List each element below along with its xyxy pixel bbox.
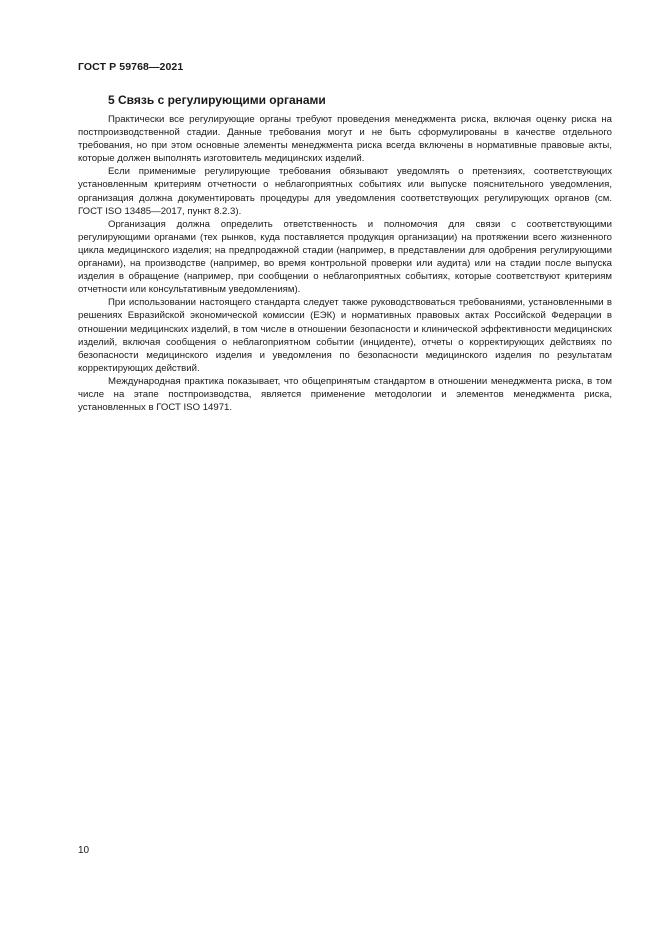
paragraph-4: При использовании настоящего стандарта следует также руководствоваться требованиями, установленными в решениях Евразийской экономической комиссии (ЕЭК) и нормативных правовых актах Российской Федерации в отношении медицинских изделий, в том числе в отношении безопасности и клинической эффективности медицинских изделий, включая сообщения о неблагоприятном событии (инциденте), отчеты о корректирующих действиях по безопасности медицинского изделия и уведомления по безопасности медицинского изделия по результатам корректирующих действий. bbox=[78, 297, 612, 374]
paragraph-5: Международная практика показывает, что общепринятым стандартом в отношении менеджмента риска, в том числе на этапе постпроизводства, является применение методологии и элементов менеджмента риска, установленных в ГОСТ ISO 14971. bbox=[78, 375, 612, 414]
paragraph-2: Если применимые регулирующие требования обязывают уведомлять о претензиях, соответствующих установленным критериям отчетности о неблагоприятных событиях или выпуске пояснительного уведомления, организация должна документировать процедуры для уведомления соответствующих регулирующих органов (см. ГОСТ ISO 13485—2017, пункт 8.2.3). bbox=[78, 166, 612, 217]
document-header-code: ГОСТ Р 59768—2021 bbox=[78, 61, 184, 73]
page-number: 10 bbox=[78, 845, 90, 856]
section-body bbox=[78, 113, 612, 414]
paragraph-1: Практически все регулирующие органы требуют проведения менеджмента риска, включая оценку риска на постпроизводственной стадии. Данные требования могут и не быть сформулированы в качестве отдельного требования, но при этом основные элементы менеджмента риска всегда включены в нормативные правовые акты, которые должен выполнять изготовитель медицинских изделий. bbox=[78, 114, 612, 165]
paragraph-3: Организация должна определить ответственность и полномочия для связи с соответствующими регулирующими органами (тех рынков, куда поставляется продукция организации) на протяжении всего жизненного цикла медицинского изделия; на предпродажной стадии (например, в представлении для одобрения регулирующими органами), на производстве (например, во время контрольной проверки или аудита) или на стадии после выпуска изделия в обращение (например, при сообщении о неблагоприятных событиях, которые соответствуют критериям отчетности или консультативным уведомлениям). bbox=[78, 218, 612, 296]
section-heading: 5 Связь с регулирующими органами bbox=[108, 93, 326, 107]
